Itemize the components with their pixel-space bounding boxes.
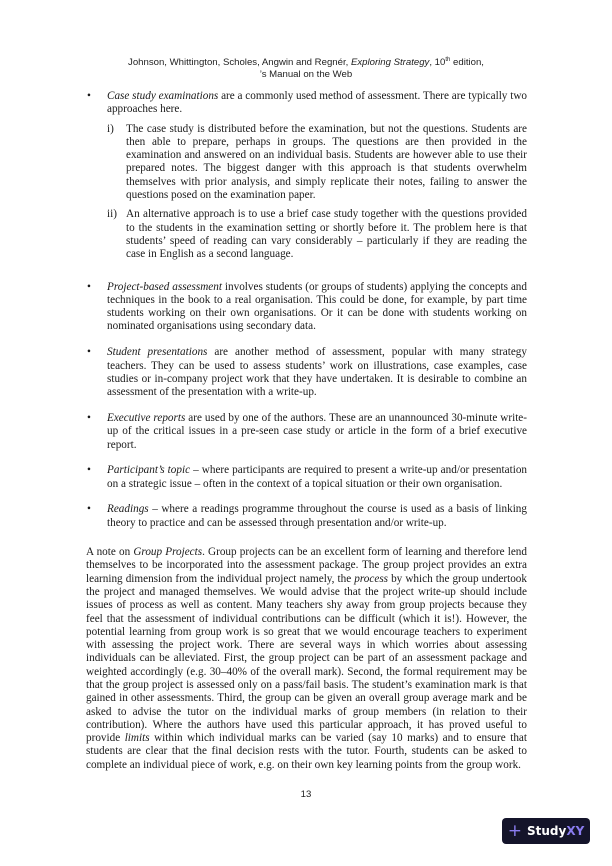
note-text-1: . Group projects can be an excellent form of learning and therefore lend themselves to be incorporated into the assessment package. The group project provides an extra learning dimension from the individual project namely, the	[86, 546, 527, 585]
brand-name-main: Study	[526, 824, 567, 838]
page-body	[86, 90, 527, 772]
note-intro: A note on	[86, 546, 134, 559]
sub-item-label: i)	[107, 122, 114, 135]
sub-item-label: ii)	[107, 208, 117, 221]
note-term: Group Projects	[133, 546, 203, 559]
bullet-project-based-assessment	[86, 281, 527, 334]
bullet-term: Participant’s topic	[107, 464, 191, 477]
bullet-term: Readings	[107, 503, 149, 516]
header-book-title: Exploring Strategy	[350, 57, 430, 68]
bullet-icon: •	[87, 411, 91, 424]
sub-item-ii	[107, 208, 527, 261]
studyxy-badge[interactable]	[502, 818, 590, 844]
bullet-icon: •	[87, 503, 91, 516]
bullet-text: – where a readings programme throughout the course is used as a basis of linking theory to practice and can be assessed through presentation and/or write-up.	[107, 503, 527, 529]
bullet-executive-reports	[86, 412, 527, 452]
bullet-icon: •	[87, 346, 91, 359]
bullet-text: involves students (or groups of students) applying the concepts and techniques in the book to a real organisation. This could be done, for example, by part time students working on their own organisations. Or it can be done with students working on nominated organisations using secondary data.	[107, 280, 527, 333]
bullet-term: Student presentations	[107, 346, 208, 359]
header-edition: , 10	[429, 57, 446, 68]
bullet-icon: •	[87, 464, 91, 477]
note-emphasis-limits: limits	[124, 732, 150, 745]
sub-item-text: The case study is distributed before the examination, but not the questions. Students are then able to prepare, perhaps in groups. The questions are then provided in the examination and answered on an individual basis. Students are however able to use their prepared notes. The biggest danger with this approach is that students overwhelm themselves with prior analysis, and simply replicate their notes, failing to answer the questions posed on the examination paper.	[126, 122, 527, 202]
plus-icon: +	[507, 820, 522, 841]
header-subtitle: ’s Manual on the Web	[259, 68, 353, 80]
group-projects-note	[86, 546, 527, 772]
bullet-text: are another method of assessment, popular with many strategy teachers. They can be used to assess students’ work on illustrations, case examples, case studies or in-company project work that they have undertaken. It is desirable to combine an assessment of the presentation with a write-up.	[107, 346, 527, 399]
bullet-icon: •	[87, 90, 91, 102]
bullet-text: are a commonly used method of assessment. There are typically two approaches here.	[107, 90, 527, 116]
sub-item-i	[107, 123, 527, 203]
header-authors: Johnson, Whittington, Scholes, Angwin and Regnér,	[128, 57, 351, 68]
bullet-participants-topic	[86, 464, 527, 491]
bullet-readings	[86, 503, 527, 530]
note-emphasis-process: process	[354, 572, 389, 585]
sub-item-text: An alternative approach is to use a brief case study together with the questions provided to the students in the examination setting or shortly before it. The problem here is that students’ speed of reading can vary considerably – particularly if they are reading the case in English as a second language.	[126, 208, 527, 261]
header-edition-suffix: edition,	[450, 57, 484, 68]
bullet-text: are used by one of the authors. These are an unannounced 30-minute write-up of the critical issues in a pre-seen case study or article in the form of a brief executive report.	[107, 411, 527, 451]
header-edition-sup: th	[445, 57, 451, 63]
page-number: 13	[300, 789, 312, 800]
note-text-3: within which individual marks can be varied (say 10 marks) and to ensure that students are clear that the final decision rests with the tutor. Fourth, students can be asked to complete an individual piece of work, e.g. on their own key learning points from the group work.	[86, 732, 527, 771]
note-text-2: by which the group undertook the project and managed themselves. We would advise that the project write-up should include issues of process as well as content. Many teachers shy away from group projects because they feel that the assessment of individual contributions can be difficult (which it is!). However, the potential learning from group work is so great that we would encourage teachers to experiment with assessing the project work. There are several ways in which worries about assessing individuals can be alleviated. First, the group project can be part of an assessment package and weighted accordingly (e.g. 30–40% of the overall mark). Second, the formal requirement may be that the group project is assessed only on a pass/fail basis. The student’s examination mark is that gained in other assessments. Third, the group can be given an overall group average mark and be asked to advise the tutor on the individual marks of group members (in relation to their contribution). Where the authors have used this particular approach, it has proved useful to provide	[86, 572, 527, 745]
brand-name-accent: XY	[566, 824, 585, 838]
bullet-text: – where participants are required to present a write-up and/or presentation on a strategic issue – often in the context of a topical situation or their own organisation.	[107, 464, 528, 490]
sub-list	[107, 123, 527, 262]
bullet-icon: •	[87, 280, 91, 293]
bullet-student-presentations	[86, 346, 527, 399]
bullet-term: Project-based assessment	[107, 280, 222, 293]
header-line-1	[0, 57, 612, 69]
bullet-term: Case study examinations	[107, 90, 219, 102]
bullet-term: Executive reports	[107, 411, 186, 424]
running-header	[0, 57, 612, 80]
bullet-case-study-examinations	[86, 90, 527, 262]
brand-name	[527, 824, 584, 838]
